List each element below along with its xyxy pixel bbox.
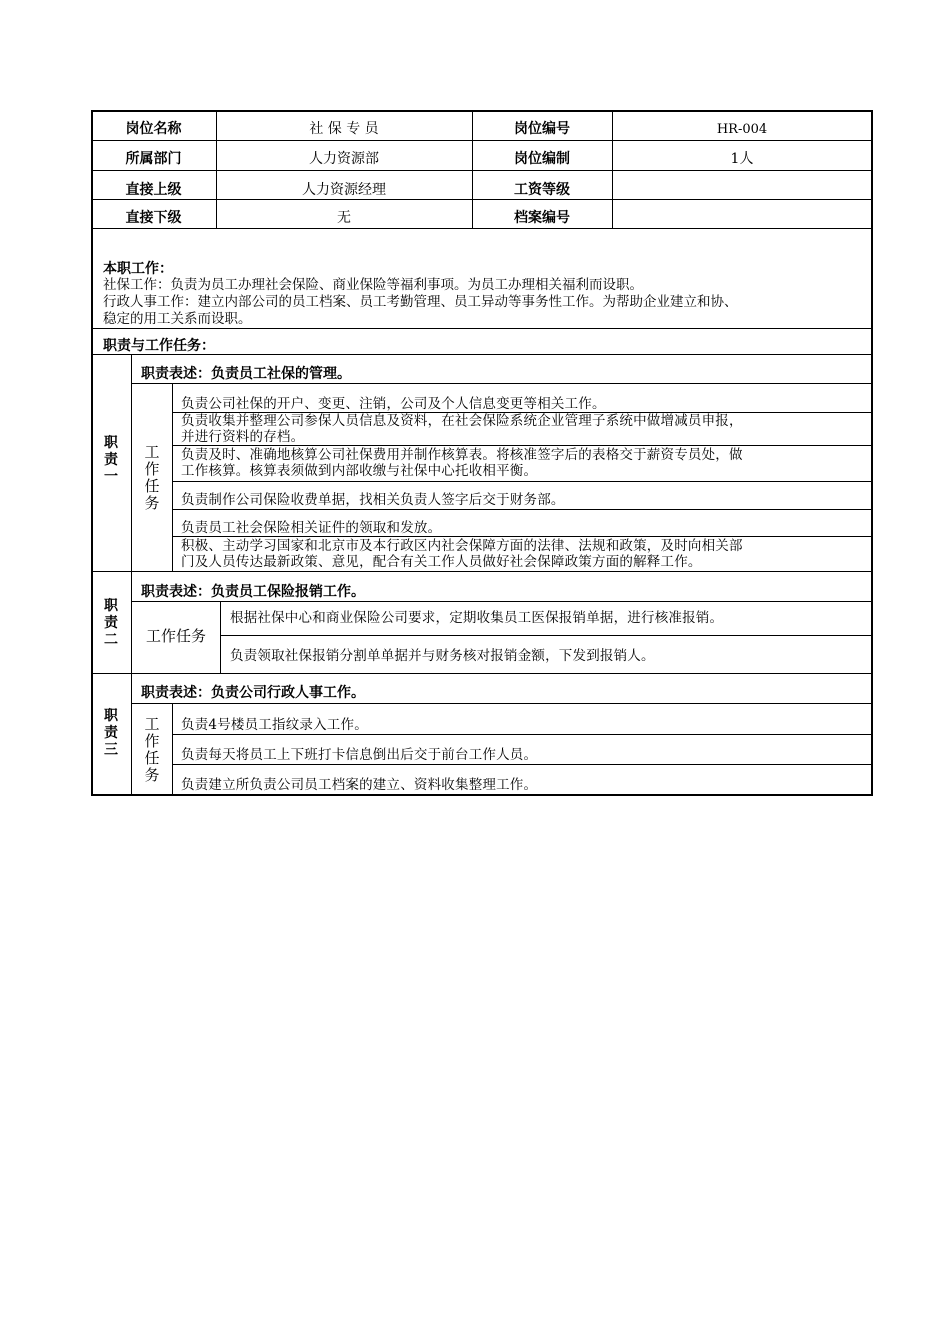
header-row-line xyxy=(91,140,873,141)
label-headcount: 岗位编制 xyxy=(514,151,570,167)
table-border-bottom xyxy=(91,794,873,796)
duty1-task: 门及人员传达最新政策、意见，配合有关工作人员做好社会保障政策方面的解释工作。 xyxy=(181,554,702,570)
label-position-code: 岗位编号 xyxy=(514,121,570,137)
job-description-table xyxy=(91,110,873,796)
duty3-task: 负责4号楼员工指纹录入工作。 xyxy=(181,717,368,733)
duty3-task-label: 工作任务 xyxy=(144,715,160,784)
summary-line: 稳定的用工关系而设职。 xyxy=(103,311,252,327)
duty-label-col-line xyxy=(131,354,132,794)
duty1-task: 负责收集并整理公司参保人员信息及资料，在社会保险系统企业管理子系统中做增减员申报， xyxy=(181,413,743,429)
duty2-line xyxy=(131,601,873,602)
duty1-task: 工作核算。核算表须做到内部收缴与社保中心托收相平衡。 xyxy=(181,463,538,479)
label-position-name: 岗位名称 xyxy=(125,121,182,137)
duty3-statement: 职责表述：负责公司行政人事工作。 xyxy=(141,685,365,701)
duty1-task: 负责员工社会保险相关证件的领取和发放。 xyxy=(181,520,442,536)
duty1-task: 负责制作公司保险收费单据，找相关负责人签字后交于财务部。 xyxy=(181,492,565,508)
label-salary-grade: 工资等级 xyxy=(514,182,570,198)
value-headcount: 1人 xyxy=(730,151,754,167)
value-department: 人力资源部 xyxy=(309,151,379,167)
header-row-line xyxy=(91,228,873,229)
duty1-line xyxy=(131,383,873,384)
summary-title: 本职工作： xyxy=(103,261,173,277)
duty3-label: 职责三 xyxy=(104,708,118,758)
duty1-task-line xyxy=(172,509,873,510)
duty1-task: 并进行资料的存档。 xyxy=(181,429,305,445)
duty1-task-line xyxy=(172,536,873,537)
duty1-task: 积极、主动学习国家和北京市及本行政区内社会保障方面的法律、法规和政策，及时向相关部 xyxy=(181,538,743,554)
duty2-task-line xyxy=(220,635,873,636)
duty2-statement: 职责表述：负责员工保险报销工作。 xyxy=(141,584,365,600)
duty2-task-label: 工作任务 xyxy=(145,627,206,645)
duty2-task: 根据社保中心和商业保险公司要求，定期收集员工医保报销单据，进行核准报销。 xyxy=(230,610,724,626)
duty-separator xyxy=(91,673,873,674)
label-subordinate: 直接下级 xyxy=(125,210,182,226)
duty1-task: 负责及时、准确地核算公司社保费用并制作核算表。将核准签字后的表格交于薪资专员处，做 xyxy=(181,447,743,463)
section-line xyxy=(91,328,873,329)
duty1-label: 职责一 xyxy=(104,435,118,485)
label-file-number: 档案编号 xyxy=(514,210,570,226)
duty3-task: 负责每天将员工上下班打卡信息倒出后交于前台工作人员。 xyxy=(181,747,538,763)
value-position-name: 社 保 专 员 xyxy=(309,121,379,137)
section-line xyxy=(91,354,873,355)
duty3-task-line xyxy=(172,734,873,735)
duty3-line xyxy=(131,703,873,704)
summary-line: 行政人事工作：建立内部公司的员工档案、员工考勤管理、员工异动等事务性工作。为帮助企业建立和协、 xyxy=(103,294,738,310)
value-subordinate: 无 xyxy=(337,210,351,226)
label-department: 所属部门 xyxy=(125,151,182,167)
duty-separator xyxy=(91,571,873,572)
duty1-task-line xyxy=(172,481,873,482)
duty3-task-col-line xyxy=(172,703,173,794)
table-border-right xyxy=(871,110,873,796)
duty1-task: 负责公司社保的开户、变更、注销，公司及个人信息变更等相关工作。 xyxy=(181,396,606,412)
label-supervisor: 直接上级 xyxy=(125,182,182,198)
duty1-statement: 职责表述：负责员工社保的管理。 xyxy=(141,366,351,382)
duty2-task: 负责领取社保报销分割单单据并与财务核对报销金额，下发到报销人。 xyxy=(230,648,655,664)
table-border-top xyxy=(91,110,873,112)
duty2-label: 职责二 xyxy=(104,598,118,648)
duties-title: 职责与工作任务： xyxy=(103,338,215,354)
value-supervisor: 人力资源经理 xyxy=(302,182,386,198)
duty3-task: 负责建立所负责公司员工档案的建立、资料收集整理工作。 xyxy=(181,777,538,793)
duty3-task-line xyxy=(172,764,873,765)
header-row-line xyxy=(91,199,873,200)
summary-line: 社保工作：负责为员工办理社会保险、商业保险等福利事项。为员工办理相关福利而设职。 xyxy=(103,277,643,293)
duty1-task-label: 工作任务 xyxy=(144,443,160,512)
duty2-task-col-line xyxy=(220,601,221,673)
duty1-task-line xyxy=(172,445,873,446)
header-row-line xyxy=(91,170,873,171)
value-position-code: HR-004 xyxy=(716,122,768,137)
